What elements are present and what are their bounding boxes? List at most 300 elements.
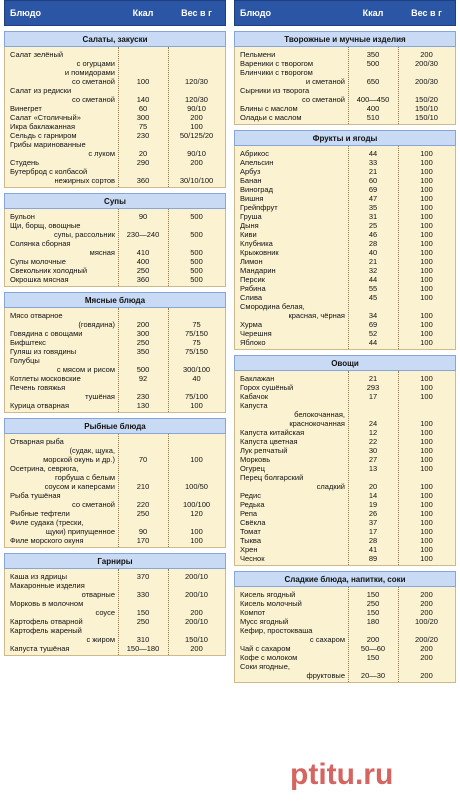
category-title: Рыбные блюда [4,418,226,434]
table-row [235,599,455,608]
weight-value: 100 [190,527,203,536]
column-divider [168,209,169,286]
weight-value: 500 [190,266,203,275]
kcal-value: 150 [366,590,380,599]
dish-name [235,608,348,617]
weight-value: 200/10 [185,617,208,626]
dish-name [235,653,348,662]
dish-name [5,140,118,158]
kcal-value: 69 [368,320,378,329]
dish-name-line: Курица отварная [10,401,70,410]
weight-value: 200 [190,158,203,167]
dish-name-line: Огурец [240,464,265,473]
dish-name [5,221,118,239]
dish-name-line: Филе морского окуня [10,536,84,545]
weight-value: 100 [420,311,433,320]
dish-name-line: отварные [81,590,115,599]
kcal-value: 34 [368,311,378,320]
table-row [235,536,455,545]
table-row [235,518,455,527]
category-title: Мясные блюда [4,292,226,308]
kcal-value: 21 [368,167,378,176]
dish-name [235,50,348,59]
kcal-value: 28 [368,536,378,545]
weight-value: 150/20 [415,95,438,104]
kcal-value: 44 [368,338,378,347]
kcal-value: 31 [368,212,378,221]
dish-name-line: Яблоко [240,338,266,347]
kcal-value: 150 [366,608,380,617]
weight-value: 100 [420,446,433,455]
header-kcal: Ккал [132,8,154,18]
kcal-value: 230 [136,392,150,401]
weight-value: 100 [420,266,433,275]
table-row [235,554,455,563]
kcal-value: 92 [138,374,148,383]
table-row [235,203,455,212]
dish-name-line: Пельмени [240,50,276,59]
weight-value: 500 [190,275,203,284]
dish-name-line: Блинчики с творогом [240,68,313,77]
dish-name [5,536,118,545]
weight-value: 100 [420,212,433,221]
category-rows [4,308,226,413]
dish-name-line: щуки) припущенное [45,527,115,536]
category-rows [234,371,456,566]
column-divider [398,47,399,124]
dish-name-line: Перец болгарский [240,473,304,482]
table-row [235,293,455,302]
weight-value: 100 [420,257,433,266]
weight-value: 75 [192,338,201,347]
kcal-value: 200 [136,320,150,329]
weight-value: 100 [420,437,433,446]
dish-name-line: Мясо отварное [10,311,63,320]
weight-value: 100 [420,158,433,167]
kcal-value: 21 [368,257,378,266]
dish-name-line: Бутерброд с колбасой [10,167,88,176]
table-row [235,158,455,167]
kcal-value: 310 [136,635,150,644]
weight-value: 200 [190,644,203,653]
dish-name-line: сладкий [316,482,345,491]
table-row [235,626,455,644]
dish-name-line: Грейпфрут [240,203,278,212]
dish-name [5,581,118,599]
dish-name [5,266,118,275]
dish-name [235,509,348,518]
dish-name-line: Картофель жареный [10,626,82,635]
kcal-value: 360 [136,275,150,284]
kcal-value: 60 [368,176,378,185]
weight-value: 100 [420,392,433,401]
kcal-value: 70 [138,455,148,464]
weight-value: 100 [420,455,433,464]
kcal-value: 170 [136,536,150,545]
right-column [234,0,456,805]
table-row [235,491,455,500]
dish-name-line: Морковь [240,455,271,464]
dish-name [235,500,348,509]
dish-name-line: Чай с сахаром [240,644,291,653]
dish-name-line: Клубника [240,239,273,248]
weight-value: 100 [420,221,433,230]
table-row [5,113,225,122]
dish-name-line: Хурма [240,320,263,329]
dish-name [235,446,348,455]
dish-name-line: Черешня [240,329,272,338]
weight-value: 200 [190,113,203,122]
weight-value: 150/10 [415,113,438,122]
weight-value: 150/10 [415,104,438,113]
weight-value: 200 [420,644,433,653]
weight-value: 500 [190,248,203,257]
table-row [5,581,225,599]
table-row [5,383,225,401]
table-row [235,50,455,59]
dish-name-line: Редька [240,500,265,509]
kcal-value: 69 [368,185,378,194]
dish-name [235,320,348,329]
kcal-value: 19 [368,500,378,509]
dish-name-line: соусом и каперсами [44,482,115,491]
dish-name-line: и помидорами [64,68,115,77]
kcal-value: 180 [366,617,380,626]
weight-value: 120/30 [185,77,208,86]
dish-name [5,518,118,536]
kcal-value: 30 [368,446,378,455]
table-row [5,338,225,347]
table-row [5,239,225,257]
kcal-value: 12 [368,428,378,437]
table-row [5,374,225,383]
kcal-value: 250 [366,599,380,608]
header-dish: Блюдо [240,8,271,18]
kcal-value: 22 [368,437,378,446]
dish-name-line: со сметаной [72,95,115,104]
dish-name-line: Вишня [240,194,264,203]
weight-value: 200/10 [185,572,208,581]
weight-value: 75/150 [185,347,208,356]
dish-name [235,536,348,545]
kcal-value: 330 [136,590,150,599]
kcal-value: 220 [136,500,150,509]
dish-name-line: Солянка сборная [10,239,71,248]
kcal-value: 40 [368,248,378,257]
dish-name [5,437,118,464]
left-column [4,0,226,805]
dish-name [235,248,348,257]
dish-name-line: Баклажан [240,374,275,383]
dish-name [235,203,348,212]
table-row [235,302,455,320]
table-row [5,86,225,104]
category-rows [4,47,226,188]
table-row [5,617,225,626]
dish-name-line: Салат зелёный [10,50,64,59]
weight-value: 100 [420,554,433,563]
kcal-value: 100 [136,77,150,86]
header-kcal: Ккал [362,8,384,18]
dish-name-line: Банан [240,176,262,185]
dish-name-line: (говядина) [78,320,115,329]
weight-value: 100 [190,122,203,131]
dish-name-line: красная, чёрная [288,311,345,320]
table-row [5,140,225,158]
dish-name-line: с луком [88,149,115,158]
table-row [5,158,225,167]
dish-name [235,401,348,428]
dish-name [235,374,348,383]
dish-name-line: и сметаной [305,77,345,86]
weight-value: 100 [420,464,433,473]
dish-name [235,455,348,464]
table-row [235,374,455,383]
category-title: Гарниры [4,553,226,569]
kcal-value: 20 [138,149,148,158]
category-rows [234,146,456,350]
kcal-value: 45 [368,293,378,302]
dish-name-line: Блины с маслом [240,104,298,113]
table-row [5,491,225,509]
weight-value: 100 [420,239,433,248]
dish-name-line: Винегрет [10,104,42,113]
kcal-value: 300 [136,329,150,338]
dish-name-line: Кисель молочный [240,599,302,608]
table-row [235,320,455,329]
dish-name [235,68,348,86]
weight-value: 100 [420,338,433,347]
column-divider [398,371,399,565]
weight-value: 100 [420,491,433,500]
dish-name-line: Рябина [240,284,266,293]
weight-value: 200/30 [415,59,438,68]
weight-value: 500 [190,212,203,221]
table-row [235,617,455,626]
dish-name-line: Абрикос [240,149,269,158]
table-row [235,104,455,113]
dish-name [5,311,118,329]
dish-name-line: Печень говяжья [10,383,66,392]
table-row [5,626,225,644]
dish-name-line: Картофель отварной [10,617,83,626]
dish-name [5,167,118,185]
kcal-value: 360 [136,176,150,185]
weight-value: 200 [420,671,433,680]
kcal-value: 500 [136,365,150,374]
weight-value: 75/150 [185,329,208,338]
column-divider [118,209,119,286]
table-row [235,473,455,491]
kcal-value: 410 [136,248,150,257]
kcal-value: 47 [368,194,378,203]
dish-name [235,257,348,266]
table-row [235,194,455,203]
dish-name-line: Рыба тушёная [10,491,61,500]
dish-name [5,572,118,581]
kcal-value: 20 [368,482,378,491]
table-row [5,464,225,491]
column-divider [118,569,119,655]
table-row [235,653,455,662]
weight-value: 75 [192,320,201,329]
dish-name [5,599,118,617]
category-title: Сладкие блюда, напитки, соки [234,571,456,587]
weight-value: 100 [420,230,433,239]
dish-name-line: Голубцы [10,356,40,365]
dish-name-line: тушёная [85,392,115,401]
dish-name-line: Салат «Столичный» [10,113,81,122]
column-divider [168,434,169,547]
watermark: ptitu.ru [290,758,394,791]
table-row [235,401,455,428]
dish-name [235,221,348,230]
dish-name-line: Томат [240,527,261,536]
dish-name [235,104,348,113]
dish-name-line: Лимон [240,257,263,266]
dish-name [235,599,348,608]
dish-name [235,302,348,320]
dish-name [235,491,348,500]
dish-name-line: Капуста китайская [240,428,305,437]
dish-name-line: Кофе с молоком [240,653,298,662]
table-row [5,311,225,329]
dish-name-line: Мандарин [240,266,276,275]
kcal-value: 37 [368,518,378,527]
weight-value: 200 [420,653,433,662]
dish-name-line: Капуста цветная [240,437,298,446]
table-row [235,275,455,284]
dish-name-line: Соки ягодные, [240,662,290,671]
dish-name [235,59,348,68]
weight-value: 100 [420,293,433,302]
table-row [235,644,455,653]
dish-name [235,437,348,446]
dish-name-line: Лук репчатый [240,446,288,455]
weight-value: 100 [420,329,433,338]
table-row [235,176,455,185]
table-row [235,239,455,248]
column-divider [348,47,349,124]
table-row [5,212,225,221]
table-row [235,446,455,455]
dish-name [5,347,118,356]
dish-name [5,158,118,167]
kcal-value: 350 [366,50,380,59]
dish-name-line: Щи, борщ, овощные [10,221,81,230]
weight-value: 200/20 [415,635,438,644]
table-row [5,131,225,140]
dish-name [235,167,348,176]
kcal-value: 44 [368,149,378,158]
dish-name-line: Котлеты московские [10,374,81,383]
weight-value: 200 [420,599,433,608]
kcal-value: 210 [136,482,150,491]
dish-name [235,626,348,644]
kcal-value: 41 [368,545,378,554]
column-divider [348,146,349,349]
kcal-value: 28 [368,239,378,248]
weight-value: 100 [190,401,203,410]
kcal-value: 150 [366,653,380,662]
table-row [235,284,455,293]
table-row [235,590,455,599]
dish-name [235,644,348,653]
kcal-value: 26 [368,509,378,518]
dish-name [235,554,348,563]
weight-value: 200 [420,50,433,59]
dish-name [235,392,348,401]
column-divider [168,47,169,187]
table-row [235,221,455,230]
table-row [5,401,225,410]
dish-name [235,518,348,527]
table-row [5,266,225,275]
kcal-value: 89 [368,554,378,563]
kcal-value: 17 [368,392,378,401]
kcal-value: 200 [366,635,380,644]
table-row [235,455,455,464]
table-row [5,329,225,338]
table-row [235,212,455,221]
header-weight: Вес в г [411,8,442,18]
dish-name [235,545,348,554]
weight-value: 300/100 [182,365,211,374]
kcal-value: 52 [368,329,378,338]
dish-name [235,149,348,158]
weight-value: 100 [420,518,433,527]
weight-value: 120/30 [185,95,208,104]
dish-name-line: нежирных сортов [54,176,115,185]
dish-name [235,617,348,626]
weight-value: 75/100 [185,392,208,401]
kcal-value: 24 [368,419,378,428]
kcal-value: 400—450 [356,95,390,104]
table-row [5,347,225,356]
kcal-value: 33 [368,158,378,167]
table-row [235,86,455,104]
kcal-value: 510 [366,113,380,122]
kcal-value: 27 [368,455,378,464]
weight-value: 120 [190,509,203,518]
dish-name [235,329,348,338]
weight-value: 100 [190,536,203,545]
dish-name-line: Кефир, простокваша [240,626,313,635]
kcal-value: 20—30 [360,671,386,680]
category-rows [234,587,456,683]
dish-name-line: Каша из ядрицы [10,572,68,581]
table-row [235,113,455,122]
dish-name [235,266,348,275]
kcal-value: 44 [368,275,378,284]
weight-value: 100 [420,509,433,518]
weight-value: 100 [420,545,433,554]
kcal-value: 21 [368,374,378,383]
dish-name-line: Капуста [240,401,268,410]
table-row [5,257,225,266]
weight-value: 100 [420,149,433,158]
kcal-value: 250 [136,617,150,626]
column-divider [398,587,399,682]
kcal-value: 35 [368,203,378,212]
dish-name-line: горбуша с белым [55,473,115,482]
dish-name-line: Макаронные изделия [10,581,85,590]
weight-value: 200 [190,608,203,617]
table-row [5,509,225,518]
weight-value: 200/30 [415,77,438,86]
table-row [5,437,225,464]
kcal-value: 90 [138,527,148,536]
